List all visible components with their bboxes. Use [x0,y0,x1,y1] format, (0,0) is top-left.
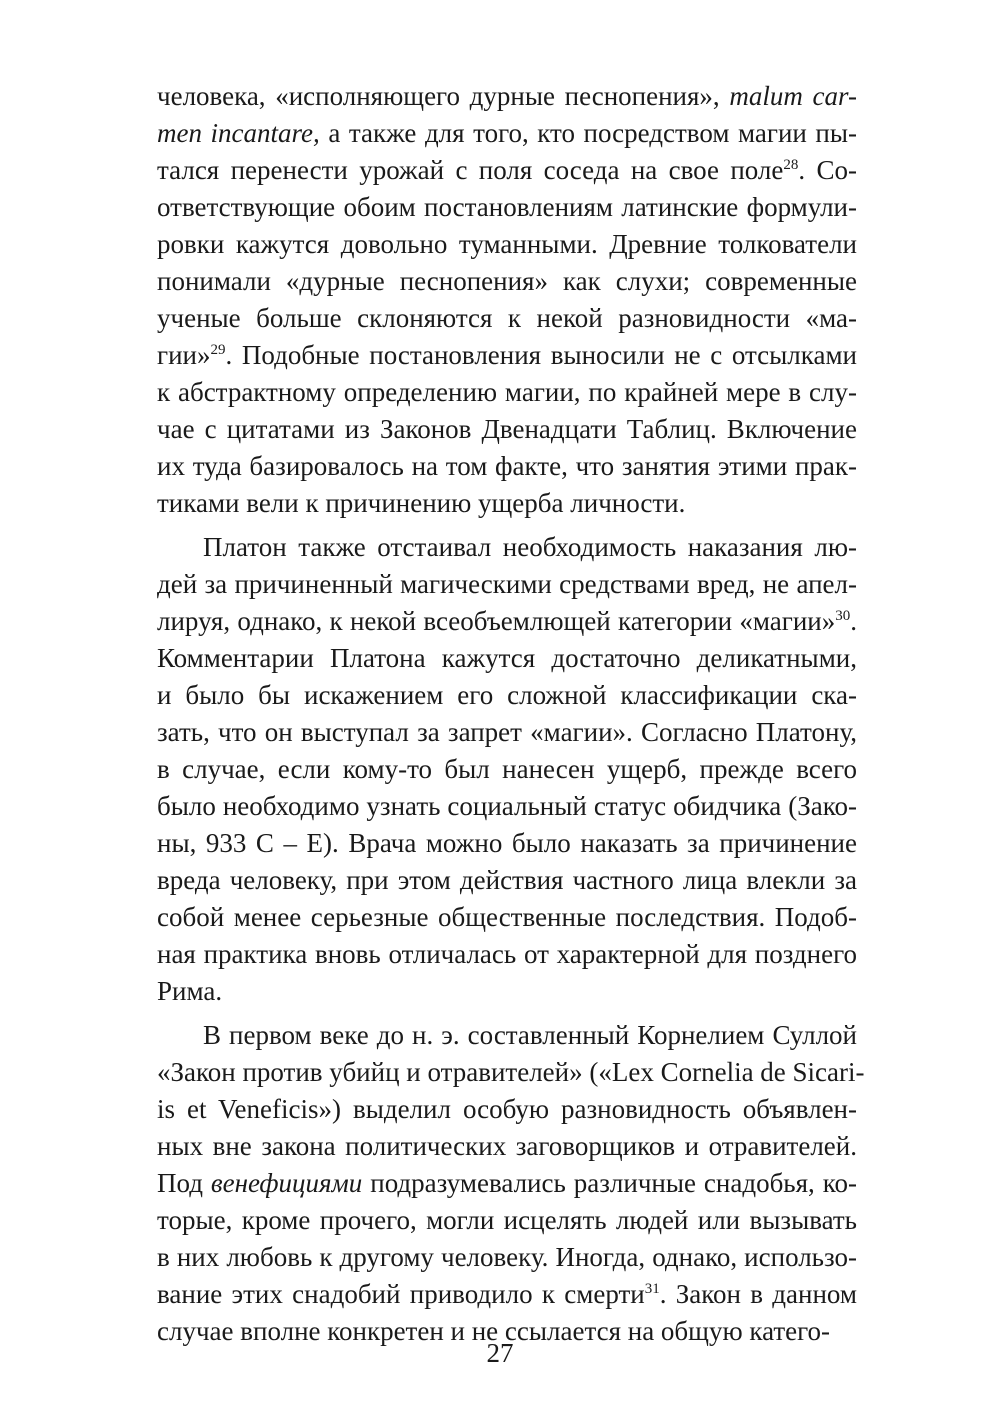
text-line [157,973,857,1010]
text-line [157,1202,857,1239]
text-run: понимали «дурные песнопения» как слухи; современные [157,266,857,296]
text-line [157,677,857,714]
text-run: а также для того, кто посредством магии пы- [319,118,857,148]
text-run: Под [157,1168,211,1198]
text-line [157,189,857,226]
text-run: лируя, однако, к некой всеобъемлющей категории «магии» [157,606,836,636]
paragraph [157,529,857,1010]
text-run: вреда человеку, при этом действия частного лица влекли за [157,865,857,895]
text-line [157,485,857,522]
text-line [157,226,857,263]
text-run: Рима. [157,976,223,1006]
text-run: Платон также отстаивал необходимость наказания лю- [203,532,857,562]
text-line [157,411,857,448]
text-run: их туда базировалось на том факте, что занятия этими прак- [157,451,857,481]
italic-term: men incantare, [157,118,320,148]
text-run: в них любовь к другому человеку. Иногда, однако, использо- [157,1242,857,1272]
footnote-ref: 30 [835,608,851,624]
text-line [157,751,857,788]
text-line [157,1239,857,1276]
text-line [157,788,857,825]
text-line [157,1165,857,1202]
italic-term: венефициями [210,1168,363,1198]
text-run: . Со- [798,155,858,185]
text-line [157,529,857,566]
text-line [157,115,857,152]
text-run: человека, «исполняющего дурные песнопения», [157,81,730,111]
text-line [157,78,857,115]
text-run: тался перенести урожай с поля соседа на свое поле [157,155,784,185]
text-run: вание этих снадобий приводило к смерти [157,1279,645,1309]
text-run: ная практика вновь отличалась от характерной для позднего [157,939,857,969]
text-line [157,1276,857,1313]
text-line [157,899,857,936]
text-line [157,825,857,862]
text-run: тиками вели к причинению ущерба личности. [157,488,686,518]
text-run: и было бы искажением его сложной классификации ска- [157,680,857,710]
text-run: дей за причиненный магическими средствами вред, не апел- [157,569,857,599]
italic-term: malum car- [729,81,857,111]
text-line [157,1128,857,1165]
paragraph [157,1017,865,1350]
text-line [157,566,857,603]
text-run: торые, кроме прочего, могли исцелять людей или вызывать [157,1205,857,1235]
footnote-ref: 28 [783,157,799,173]
text-line [157,337,857,374]
footnote-ref: 31 [644,1281,660,1297]
text-line [157,640,857,677]
text-run: «Закон против убийц и отравителей» («Lex Cornelia de Sicari- [157,1057,865,1087]
text-line [157,936,857,973]
text-run: в случае, если кому-то был нанесен ущерб, прежде всего [157,754,857,784]
text-line [157,448,857,485]
text-run: Комментарии Платона кажутся достаточно деликатными, [157,643,857,673]
text-line [157,374,857,411]
text-line [157,1091,857,1128]
text-line [157,714,857,751]
text-run: . [850,606,857,636]
text-run: подразумевались различные снадобья, ко- [362,1168,857,1198]
body-text [157,78,865,1350]
text-run: было необходимо узнать социальный статус обидчика (Зако- [157,791,857,821]
text-run: случае вполне конкретен и не ссылается на общую катего- [157,1316,831,1346]
text-line [157,1017,857,1054]
text-run: В первом веке до н. э. составленный Корнелием Суллой [203,1020,857,1050]
text-run: is et Veneficis») выделил особую разновидность объявлен- [157,1094,857,1124]
text-line [157,603,857,640]
text-run: ны, 933 C – E). Врача можно было наказать за причинение [157,828,857,858]
text-line [157,263,857,300]
text-line [157,1054,865,1091]
text-run: ровки кажутся довольно туманными. Древние толкователи [157,229,857,259]
page-number: 27 [486,1338,514,1368]
text-line [157,300,857,337]
text-line [157,152,857,189]
footnote-ref: 29 [210,342,226,358]
text-run: ных вне закона политических заговорщиков и отравителей. [157,1131,857,1161]
text-run: к абстрактному определению магии, по крайней мере в слу- [157,377,857,407]
paragraph [157,78,857,522]
text-run: гии» [157,340,211,370]
text-line [157,862,857,899]
text-run: . Подобные постановления выносили не с отсылками [225,340,857,370]
text-run: чае с цитатами из Законов Двенадцати Таблиц. Включение [157,414,857,444]
text-run: ученые больше склоняются к некой разновидности «ма- [157,303,857,333]
text-run: зать, что он выступал за запрет «магии». Согласно Платону, [157,717,857,747]
text-run: ответствующие обоим постановлениям латинские формули- [157,192,857,222]
text-run: собой менее серьезные общественные последствия. Подоб- [157,902,857,932]
text-run: . Закон в данном [659,1279,857,1309]
